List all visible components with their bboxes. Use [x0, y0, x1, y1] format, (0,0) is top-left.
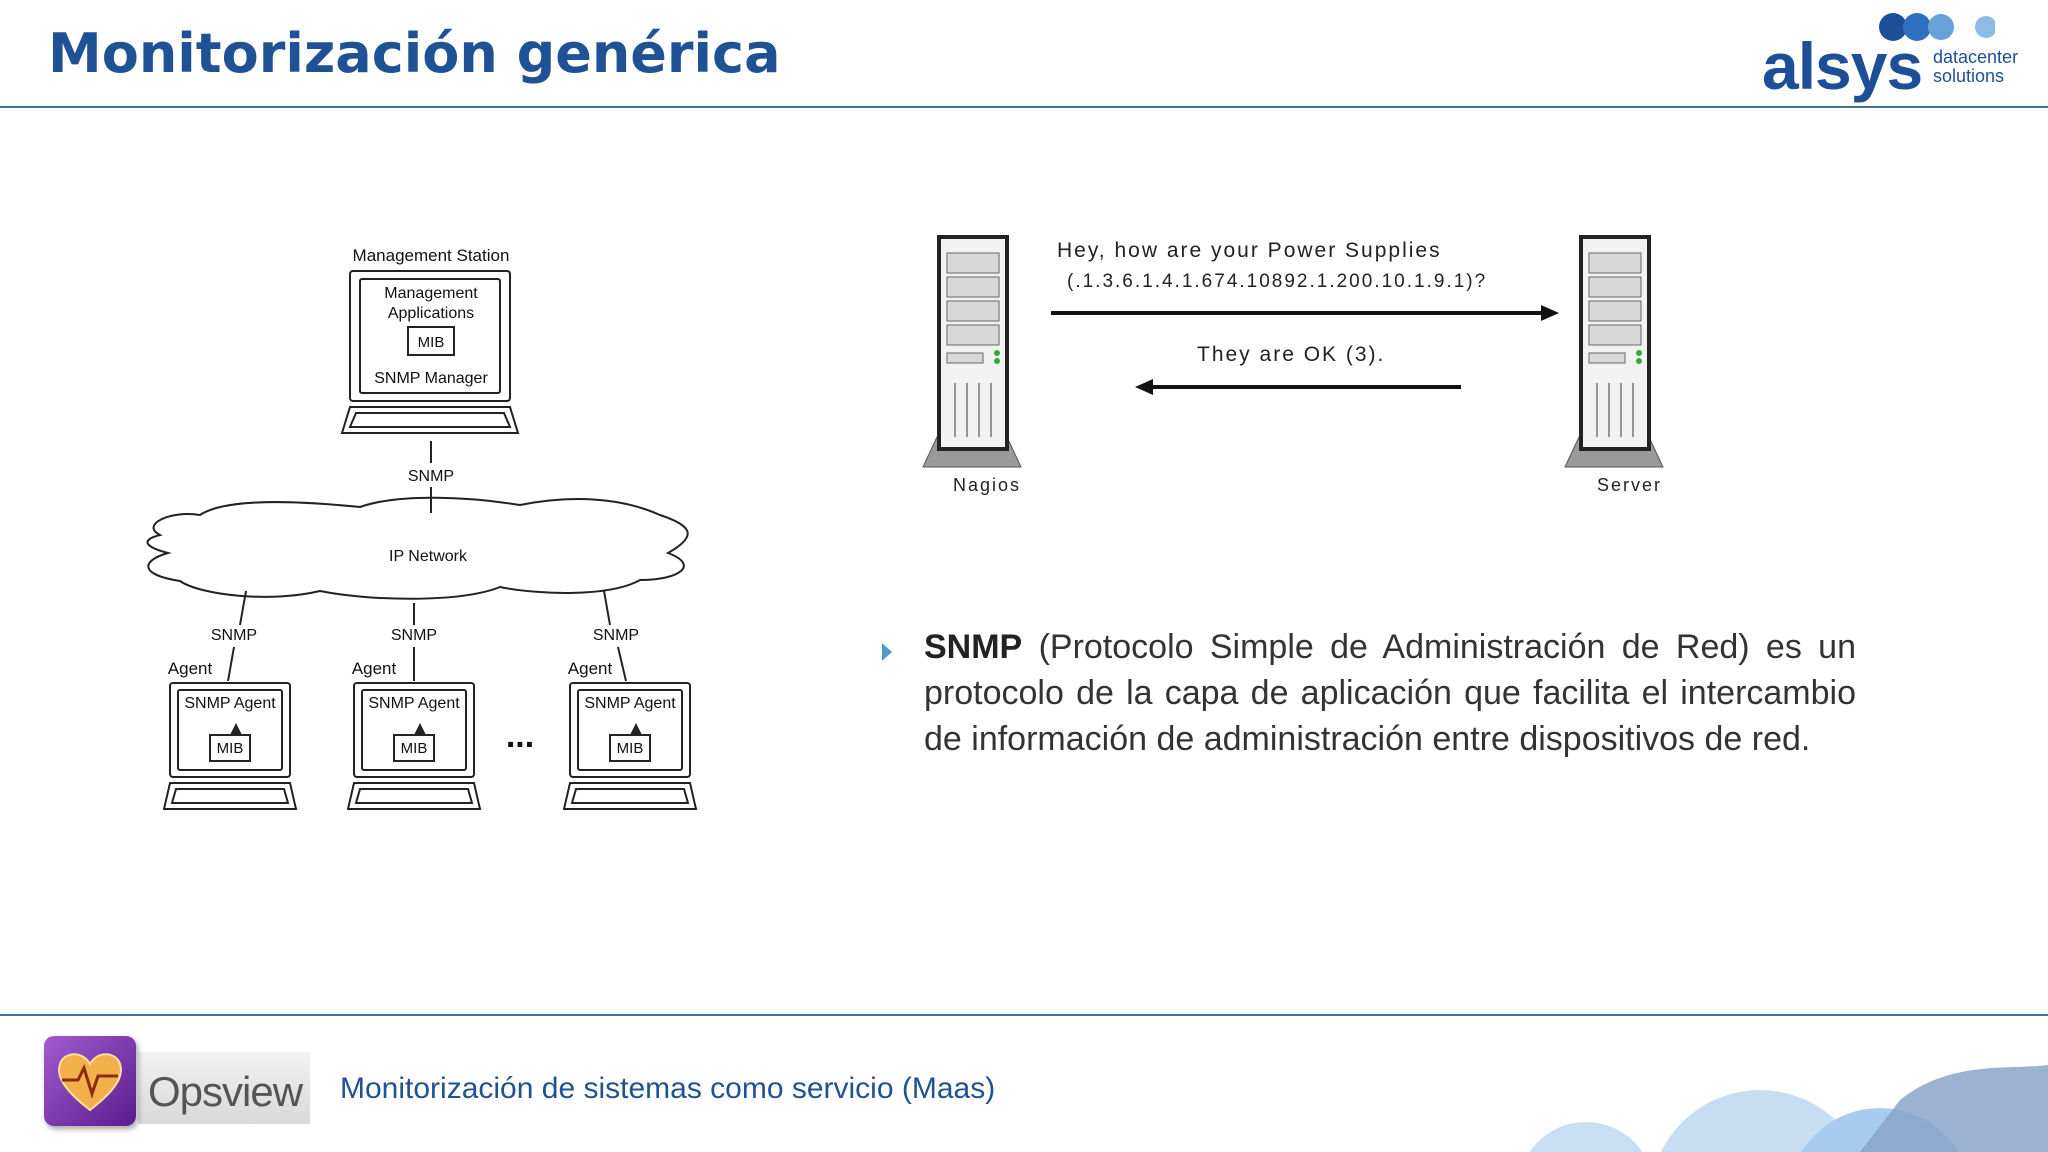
snmp-link-2-label: SNMP [390, 627, 438, 644]
tagline-line1: datacenter [1933, 47, 2019, 67]
server-tower-icon [1565, 237, 1663, 467]
response-text: They are OK (3). [1197, 343, 1386, 366]
bullet-icon [882, 643, 892, 661]
snmp-link-3-label: SNMP [592, 627, 640, 644]
nagios-label: Nagios [953, 475, 1022, 495]
snmp-description-text: (Protocolo Simple de Administración de Red) es un protocolo de la capa de aplicación que facilita el intercambio de información de administración entre dispositivos de red. [924, 628, 1856, 758]
management-applications-line1: Management [384, 285, 478, 302]
snmp-manager-label: SNMP Manager [374, 370, 488, 387]
agent-2-label: Agent [351, 659, 397, 678]
request-line2: (.1.3.6.1.4.1.674.10892.1.200.10.1.9.1)? [1067, 271, 1488, 292]
alsys-logo: alsys [1762, 29, 1923, 103]
management-applications-line2: Applications [387, 305, 475, 322]
nagios-tower-icon [923, 237, 1021, 467]
snmp-manager-link-label: SNMP [407, 468, 455, 485]
agent-2-mib-label: MIB [400, 740, 428, 757]
snmp-link-1-label: SNMP [210, 627, 258, 644]
snmp-architecture-diagram [140, 235, 720, 825]
opsview-wordmark: Opsview [148, 1068, 303, 1115]
footer-divider [0, 1014, 2048, 1016]
ip-network-label: IP Network [389, 548, 467, 565]
agent-1-mib-label: MIB [216, 740, 244, 757]
alsys-tagline [1933, 48, 2018, 86]
page-title: Monitorización genérica [48, 22, 781, 85]
agent-3-label: Agent [567, 659, 613, 678]
management-station-label: Management Station [352, 246, 510, 265]
agent-3-mib-label: MIB [616, 740, 644, 757]
decorative-bubbles [1430, 1060, 2048, 1152]
nagios-server-diagram [915, 225, 1715, 505]
more-agents-ellipsis: ... [505, 717, 535, 755]
agent-1-snmp-agent-label: SNMP Agent [184, 695, 276, 712]
agent-3-snmp-agent-label: SNMP Agent [584, 695, 676, 712]
snmp-description [924, 624, 1856, 762]
request-line1: Hey, how are your Power Supplies [1057, 239, 1442, 262]
footer-text: Monitorización de sistemas como servicio (Maas) [340, 1072, 996, 1105]
manager-mib-label: MIB [417, 334, 445, 351]
manager-keyboard [342, 407, 518, 433]
snmp-term: SNMP [924, 628, 1023, 666]
agent-1-label: Agent [167, 659, 213, 678]
tagline-line2: solutions [1933, 66, 2005, 86]
heartbeat-icon [54, 1046, 126, 1116]
agent-2-snmp-agent-label: SNMP Agent [368, 695, 460, 712]
header-divider [0, 106, 2048, 108]
server-label: Server [1597, 475, 1663, 495]
